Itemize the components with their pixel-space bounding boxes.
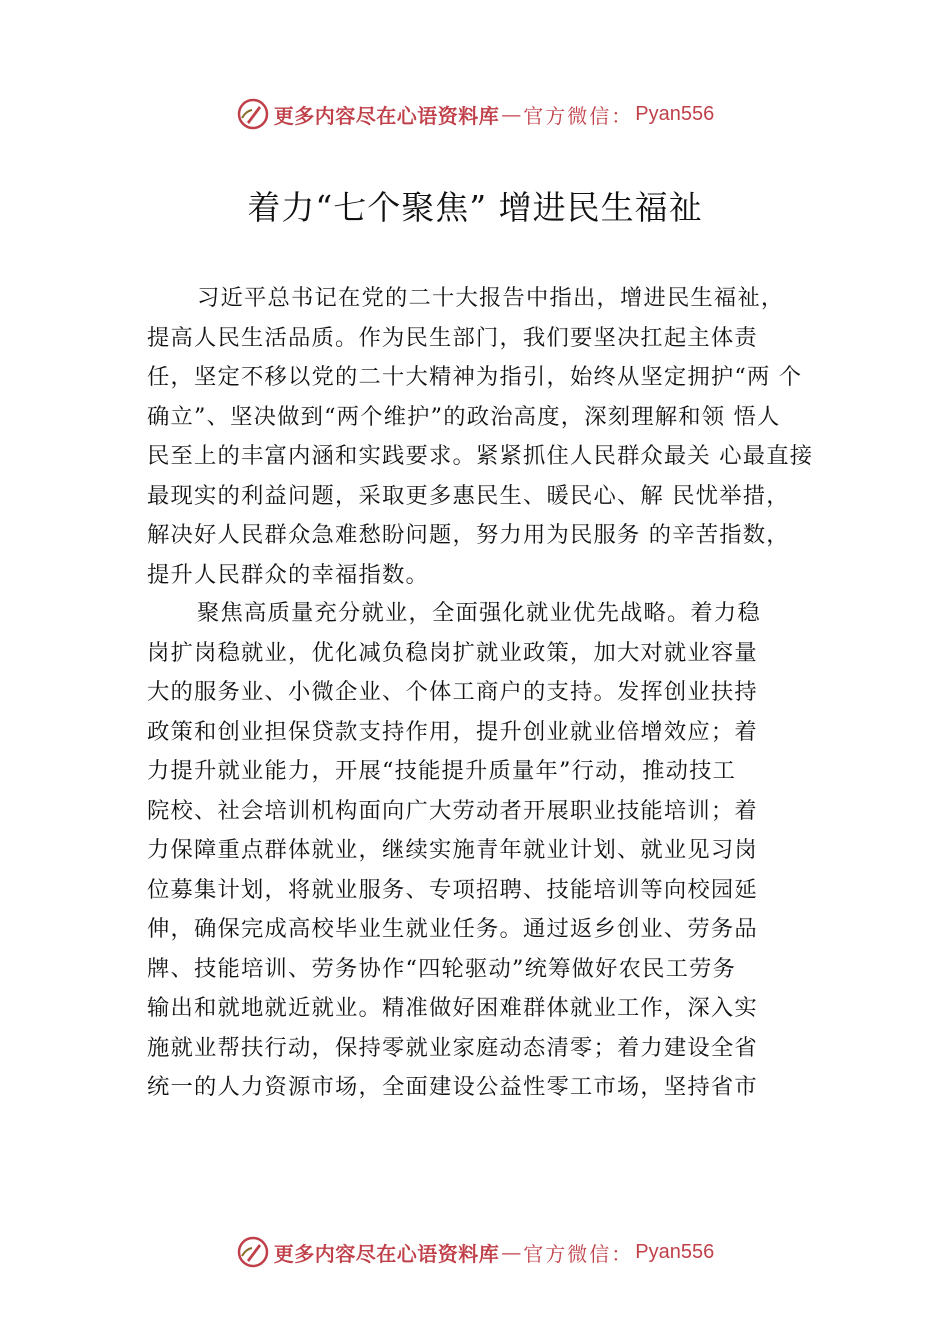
text-line: 力保障重点群体就业，继续实施青年就业计划、就业见习岗 bbox=[147, 837, 758, 863]
paragraph-employment bbox=[147, 594, 847, 1108]
header-banner bbox=[0, 94, 950, 134]
text-line: 解决好人民群众急难愁盼问题，努力用为民服务 的辛苦指数， bbox=[147, 522, 790, 548]
paragraph-intro bbox=[147, 279, 847, 595]
text-line: 岗扩岗稳就业，优化减负稳岗扩就业政策，加大对就业容量 bbox=[147, 639, 758, 666]
footer-banner bbox=[0, 1232, 950, 1272]
text-line: 输出和就地就近就业。精准做好困难群体就业工作，深入实 bbox=[147, 995, 758, 1021]
text-line: 位募集计划，将就业服务、专项招聘、技能培训等向校园延 bbox=[147, 876, 758, 903]
banner-separator: — bbox=[501, 1240, 522, 1264]
banner-wechat-label: 官方微信： bbox=[523, 1241, 634, 1266]
document-title: 着力“七个聚焦” 增进民生福祉 bbox=[247, 188, 703, 227]
text-line: 政策和创业担保贷款支持作用，提升创业就业倍增效应；着 bbox=[147, 718, 758, 745]
text-line: 聚焦高质量充分就业，全面强化就业优先战略。着力稳 bbox=[197, 600, 761, 626]
banner-separator: — bbox=[501, 102, 522, 126]
banner-wechat-id: Pyan556 bbox=[635, 1240, 715, 1263]
text-line: 伸，确保完成高校毕业生就业任务。通过返乡创业、劳务品 bbox=[147, 916, 758, 942]
text-line: 习近平总书记在党的二十大报告中指出，增进民生福祉， bbox=[197, 285, 785, 311]
text-line: 提高人民生活品质。作为民生部门，我们要坚决扛起主体责 bbox=[147, 324, 758, 351]
banner-wechat-label: 官方微信： bbox=[523, 103, 634, 128]
text-line: 任，坚定不移以党的二十大精神为指引，始终从坚定拥护“两 个 bbox=[147, 364, 803, 390]
quill-logo-icon bbox=[236, 1235, 270, 1269]
banner-main-text: 更多内容尽在心语资料库 bbox=[273, 1241, 500, 1266]
text-line: 统一的人力资源市场，全面建设公益性零工市场，坚持省市 bbox=[147, 1074, 758, 1100]
text-line: 院校、社会培训机构面向广大劳动者开展职业技能培训；着 bbox=[147, 797, 758, 824]
quill-logo-icon bbox=[236, 97, 270, 131]
text-line: 牌、技能培训、劳务协作“四轮驱动”统筹做好农民工劳务 bbox=[147, 955, 737, 982]
text-line: 最现实的利益问题，采取更多惠民生、暖民心、解 民忧举措， bbox=[147, 482, 790, 509]
text-line: 确立”、坚决做到“两个维护”的政治高度，深刻理解和领 悟人 bbox=[147, 403, 781, 430]
text-line: 民至上的丰富内涵和实践要求。紧紧抓住人民群众最关 心最直接 bbox=[147, 443, 814, 469]
text-line: 大的服务业、小微企业、个体工商户的支持。发挥创业扶持 bbox=[147, 679, 758, 705]
text-line: 力提升就业能力，开展“技能提升质量年”行动，推动技工 bbox=[147, 758, 737, 784]
banner-main-text: 更多内容尽在心语资料库 bbox=[273, 103, 500, 128]
text-line: 提升人民群众的幸福指数。 bbox=[147, 561, 429, 588]
text-line: 施就业帮扶行动，保持零就业家庭动态清零；着力建设全省 bbox=[147, 1034, 758, 1061]
banner-wechat-id: Pyan556 bbox=[635, 102, 715, 125]
